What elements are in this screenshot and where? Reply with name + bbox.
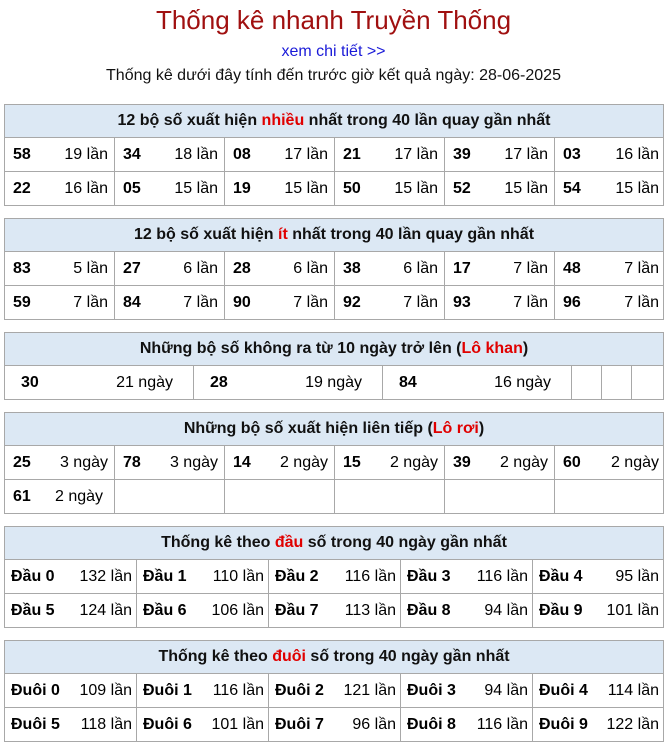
number-cell: 17 7 lần xyxy=(445,252,555,285)
number-cell: 21 17 lần xyxy=(335,138,445,171)
empty-cell xyxy=(445,480,555,513)
digit-cell: Đầu 6 106 lần xyxy=(137,594,269,627)
number-cell: 14 2 ngày xyxy=(225,446,335,479)
number-cell: 05 15 lần xyxy=(115,172,225,205)
digit-cell: Đầu 0 132 lần xyxy=(5,560,137,593)
number-cell: 84 16 ngày xyxy=(383,366,572,399)
digit-cell: Đuôi 8 116 lần xyxy=(401,708,533,741)
lo-khan-header: Những bộ số không ra từ 10 ngày trở lên (Lô khan) xyxy=(5,333,663,366)
tail-digit-header: Thống kê theo đuôi số trong 40 ngày gần nhất xyxy=(5,641,663,674)
digit-cell: Đầu 1 110 lần xyxy=(137,560,269,593)
most-frequent-table xyxy=(4,104,664,206)
table-row xyxy=(5,479,663,513)
number-cell: 03 16 lần xyxy=(563,146,659,163)
number-cell: 52 15 lần xyxy=(445,172,555,205)
digit-cell: Đuôi 4 114 lần xyxy=(539,682,659,699)
table-row xyxy=(5,674,663,707)
number-cell: 34 18 lần xyxy=(115,138,225,171)
digit-cell: Đuôi 7 96 lần xyxy=(269,708,401,741)
number-cell: 58 19 lần xyxy=(5,138,115,171)
details-link[interactable]: xem chi tiết >> xyxy=(281,43,386,60)
table-row xyxy=(5,171,663,205)
empty-cell xyxy=(115,480,225,513)
number-cell: 15 2 ngày xyxy=(335,446,445,479)
digit-cell: Đuôi 9 122 lần xyxy=(539,716,659,733)
table-row xyxy=(5,138,663,171)
table-row xyxy=(5,366,663,399)
digit-cell: Đuôi 3 94 lần xyxy=(401,674,533,707)
number-cell: 28 6 lần xyxy=(225,252,335,285)
table-row xyxy=(5,593,663,627)
number-cell: 61 2 ngày xyxy=(5,480,115,513)
digit-cell: Đuôi 6 101 lần xyxy=(137,708,269,741)
least-frequent-table xyxy=(4,218,664,320)
lo-khan-table xyxy=(4,332,664,400)
head-digit-header: Thống kê theo đầu số trong 40 ngày gần nhất xyxy=(5,527,663,560)
number-cell: 83 5 lần xyxy=(5,252,115,285)
number-cell: 08 17 lần xyxy=(225,138,335,171)
lo-roi-header: Những bộ số xuất hiện liên tiếp (Lô rơi) xyxy=(5,413,663,446)
empty-cell xyxy=(572,366,602,399)
number-cell: 90 7 lần xyxy=(225,286,335,319)
table-row xyxy=(5,707,663,741)
number-cell: 59 7 lần xyxy=(5,286,115,319)
empty-cell xyxy=(555,480,665,513)
digit-cell: Đuôi 0 109 lần xyxy=(5,674,137,707)
most-frequent-header: 12 bộ số xuất hiện nhiều nhất trong 40 lần quay gần nhất xyxy=(5,105,663,138)
number-cell: 39 17 lần xyxy=(445,138,555,171)
number-cell: 19 15 lần xyxy=(225,172,335,205)
number-cell: 25 3 ngày xyxy=(5,446,115,479)
empty-cell xyxy=(602,366,632,399)
lo-roi-table xyxy=(4,412,664,514)
number-cell: 60 2 ngày xyxy=(563,454,659,471)
number-cell: 30 21 ngày xyxy=(5,366,194,399)
table-row xyxy=(5,285,663,319)
least-frequent-header: 12 bộ số xuất hiện ít nhất trong 40 lần quay gần nhất xyxy=(5,219,663,252)
digit-cell: Đuôi 5 118 lần xyxy=(5,708,137,741)
number-cell: 78 3 ngày xyxy=(115,446,225,479)
number-cell: 96 7 lần xyxy=(563,294,659,311)
head-digit-table xyxy=(4,526,664,628)
number-cell: 48 7 lần xyxy=(563,260,659,277)
number-cell: 39 2 ngày xyxy=(445,446,555,479)
page-title: Thống kê nhanh Truyền Thống xyxy=(155,5,512,35)
tail-digit-table xyxy=(4,640,664,742)
empty-cell xyxy=(225,480,335,513)
table-row xyxy=(5,446,663,479)
number-cell: 28 19 ngày xyxy=(194,366,383,399)
number-cell: 50 15 lần xyxy=(335,172,445,205)
number-cell: 27 6 lần xyxy=(115,252,225,285)
empty-cell xyxy=(335,480,445,513)
digit-cell: Đầu 4 95 lần xyxy=(539,568,659,585)
digit-cell: Đuôi 2 121 lần xyxy=(269,674,401,707)
digit-cell: Đầu 2 116 lần xyxy=(269,560,401,593)
table-row xyxy=(5,560,663,593)
table-row xyxy=(5,252,663,285)
digit-cell: Đầu 9 101 lần xyxy=(539,602,659,619)
digit-cell: Đuôi 1 116 lần xyxy=(137,674,269,707)
digit-cell: Đầu 3 116 lần xyxy=(401,560,533,593)
number-cell: 38 6 lần xyxy=(335,252,445,285)
number-cell: 92 7 lần xyxy=(335,286,445,319)
digit-cell: Đầu 5 124 lần xyxy=(5,594,137,627)
number-cell: 93 7 lần xyxy=(445,286,555,319)
page-subtitle: Thống kê dưới đây tính đến trước giờ kết quả ngày: 28-06-2025 xyxy=(106,67,561,84)
number-cell: 22 16 lần xyxy=(5,172,115,205)
digit-cell: Đầu 7 113 lần xyxy=(269,594,401,627)
number-cell: 54 15 lần xyxy=(563,180,659,197)
empty-cell xyxy=(632,366,662,399)
number-cell: 84 7 lần xyxy=(115,286,225,319)
digit-cell: Đầu 8 94 lần xyxy=(401,594,533,627)
